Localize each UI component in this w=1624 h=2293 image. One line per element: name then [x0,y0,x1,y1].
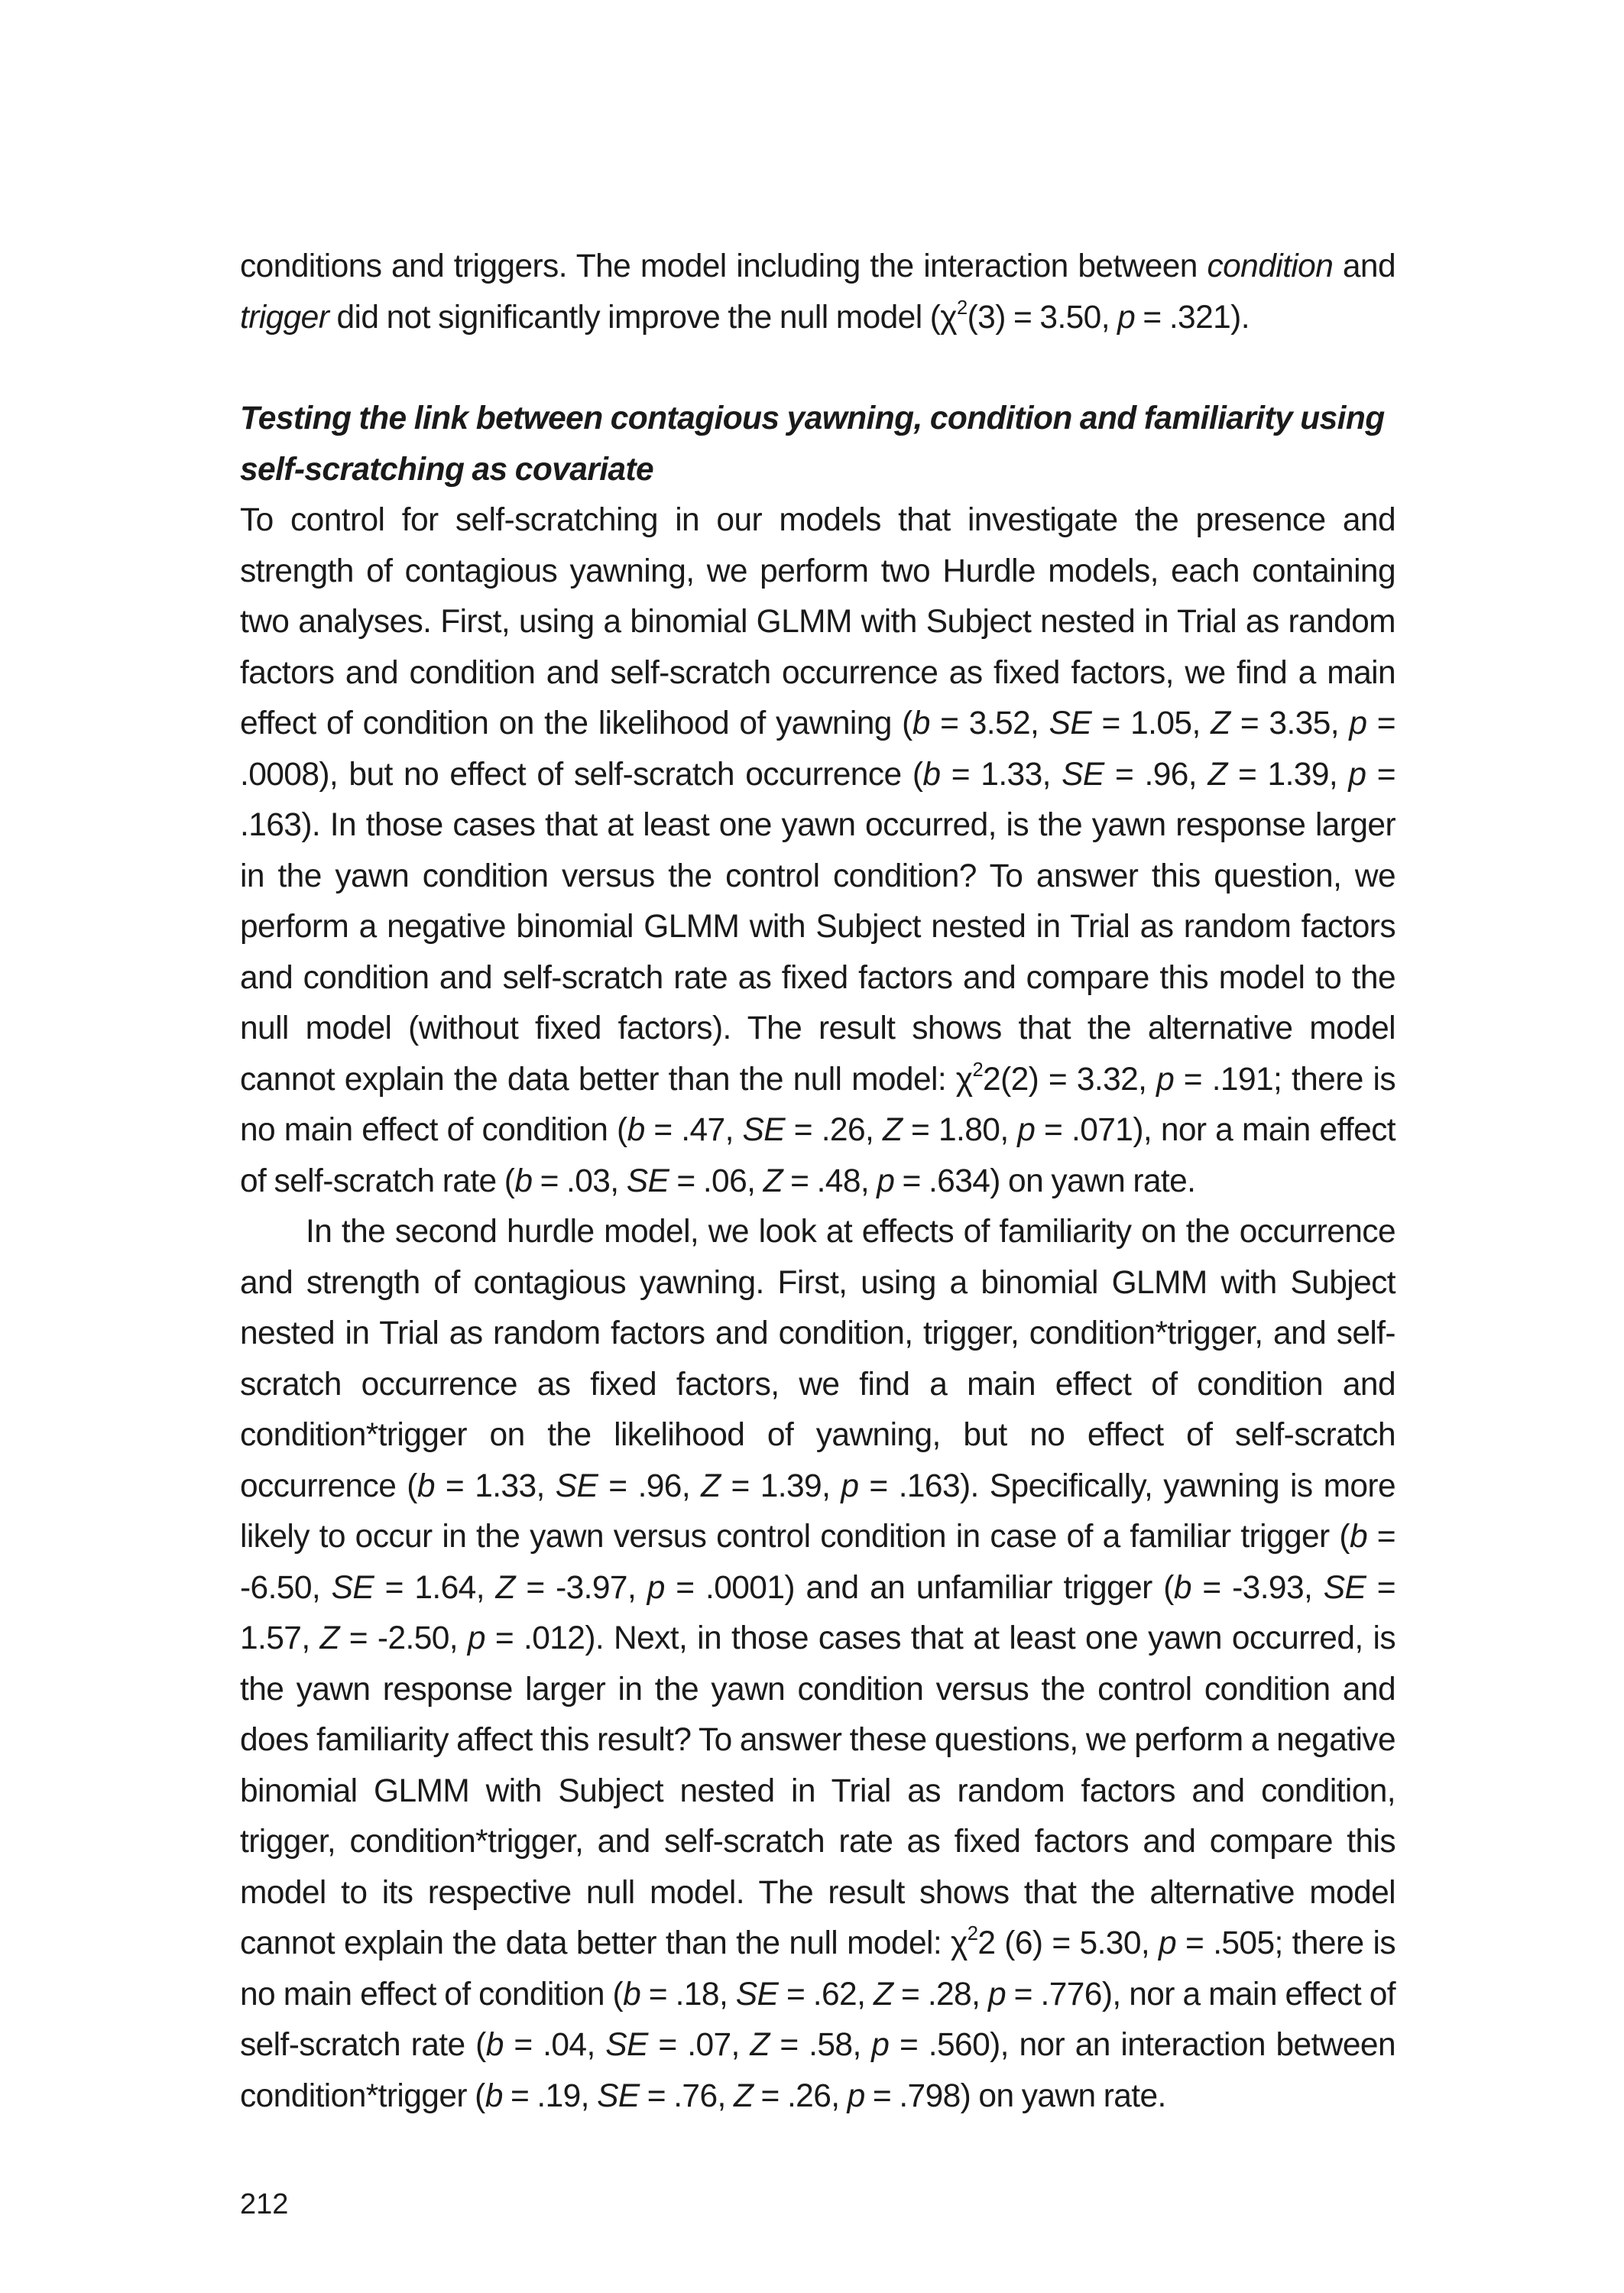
italic-term: Z [495,1569,515,1606]
italic-term: SE [735,1976,779,2012]
italic-term: Z [1211,705,1230,741]
text-run: = -2.50, [339,1620,468,1656]
italic-term: SE [555,1468,598,1504]
italic-term: Z [701,1468,721,1504]
text-run: = .560), nor an interaction between condition*trigger ( [240,2027,1395,2114]
text-run: = .18, [640,1976,736,2012]
italic-term: Z [763,1163,783,1199]
italic-term: SE [626,1163,669,1199]
italic-term: SE [331,1569,374,1606]
italic-term: Z [882,1112,903,1148]
italic-term: p [1117,299,1136,336]
italic-term: b [1173,1569,1191,1606]
text-run: = .634) on yawn rate. [894,1163,1196,1199]
text-run: = -6.50, [240,1519,1395,1606]
italic-term: p [467,1620,485,1656]
italic-term: condition [1207,248,1334,284]
italic-term: b [627,1112,645,1148]
italic-term: SE [742,1112,786,1148]
text-run: = .071), nor a main effect of self-scratch rate ( [240,1112,1395,1199]
text-run: did not significantly improve the null model (χ [329,299,958,336]
italic-term: p [877,1163,895,1199]
text-run: = 1.33, [940,756,1062,793]
italic-term: b [1349,1519,1367,1555]
italic-term: Z [873,1976,893,2012]
text-run: = .012). Next, in those cases that at least one yawn occurred, is the yawn response larger in the yawn condition versus the control condition and does familiarity affect this result? To answer these questions, we perform a negative binomial GLMM with Subject nested in Trial as random factors and condition, trigger, condition*trigger, and self-scratch rate as fixed factors and compare this model to its respective null model. The result shows that the alternative model cannot explain the data better than the null model: χ [240,1620,1396,1961]
italic-term: p [987,1976,1006,2012]
text-run: = .06, [669,1163,763,1199]
italic-term: p [1349,705,1367,741]
text-run: In the second hurdle model, we look at effects of familiarity on the occurrence and strength of contagious yawning. First, using a binomial GLMM with Subject nested in Trial as random factors and condition, trigger, condition*trigger, and self-scratch occurrence as fixed factors, we find a main effect of condition and condition*trigger on the likelihood of yawning, but no effect of self-scratch occurrence ( [240,1214,1395,1504]
text-run: = .191; there is no main effect of condition ( [240,1061,1395,1148]
italic-term: b [417,1468,435,1504]
text-run: = .48, [782,1163,877,1199]
text-run: = 1.39, [720,1468,841,1504]
text-run: = -3.93, [1191,1569,1324,1606]
section-heading: Testing the link between contagious yawning, condition and familiarity using self-scratching as covariate [240,401,1385,488]
text-run: = -3.97, [514,1569,647,1606]
text-run: = .26, [785,1112,883,1148]
italic-term: p [1017,1112,1036,1148]
text-run: and [1333,248,1395,284]
italic-term: b [514,1163,533,1199]
text-run: = .163). Specifically, yawning is more likely to occur in the yawn versus control condition in case of a familiar trigger ( [240,1468,1396,1555]
paragraph-self-scratch-hurdle-1 [240,495,1395,1207]
text-run: = 3.52, [929,705,1049,741]
text-run: = 1.33, [434,1468,556,1504]
superscript: 2 [957,297,968,319]
text-run: = .96, [1104,756,1208,793]
text-run: = 1.05, [1091,705,1211,741]
page-number: 212 [240,2188,289,2220]
text-run: To control for self-scratching in our models that investigate the presence and strength of contagious yawning, we perform two Hurdle models, each containing two analyses. First, using a binomial GLMM with Subject nested in Trial as random factors and condition and self-scratch occurrence as fixed factors, we find a main effect of condition on the likelihood of yawning ( [240,502,1395,741]
text-run: = .19, [502,2077,598,2114]
italic-term: b [623,1976,641,2012]
italic-term: p [1348,756,1366,793]
italic-term: p [847,2077,865,2114]
text-run: 2(2) = 3.32, [983,1061,1157,1098]
text-run: = .0008), but no effect of self-scratch occurrence ( [240,705,1395,793]
text-run: = 3.35, [1230,705,1350,741]
italic-term: Z [1207,756,1227,793]
italic-term: b [485,2077,503,2114]
text-run: = .76, [639,2077,734,2114]
text-run: = .163). In those cases that at least one yawn occurred, is the yawn response larger in the yawn condition versus the control condition? To answer this question, we perform a negative binomial GLMM with Subject nested in Trial as random factors and condition and self-scratch rate as fixed factors and compare this model to the null model (without fixed factors). The result shows that the alternative model cannot explain the data better than the null model: χ [240,756,1395,1098]
italic-term: SE [1062,756,1104,793]
text-run: = .798) on yawn rate. [864,2077,1166,2114]
text-run: = .03, [532,1163,627,1199]
body-text [240,242,1395,2122]
text-run: = .321). [1135,299,1250,336]
italic-term: p [647,1569,665,1606]
italic-term: SE [1323,1569,1366,1606]
text-run: (3) = 3.50, [967,299,1118,336]
text-run: = .62, [778,1976,874,2012]
italic-term: p [1156,1061,1175,1098]
text-run: = .07, [647,2027,750,2063]
text-run: = 1.39, [1227,756,1349,793]
italic-term: Z [319,1620,339,1656]
text-run: = .04, [503,2027,606,2063]
italic-term: b [912,705,930,741]
italic-term: Z [750,2027,770,2063]
text-run: = 1.80, [902,1112,1018,1148]
italic-term: SE [597,2077,640,2114]
italic-term: b [485,2027,504,2063]
italic-term: SE [1049,705,1092,741]
text-run: 2 (6) = 5.30, [977,1925,1159,1961]
paragraph-self-scratch-hurdle-2 [240,1207,1395,2122]
italic-term: trigger [240,299,329,336]
italic-term: p [871,2027,890,2063]
italic-term: p [841,1468,859,1504]
italic-term: b [922,756,941,793]
text-run: = .96, [598,1468,702,1504]
text-run: = .28, [893,1976,988,2012]
text-run: = .26, [753,2077,848,2114]
text-run: conditions and triggers. The model including the interaction between [240,248,1207,284]
text-run: = .505; there is no main effect of condition ( [240,1925,1395,2012]
italic-term: Z [733,2077,754,2114]
text-run: = .0001) and an unfamiliar trigger ( [664,1569,1174,1606]
text-run: = 1.57, [240,1569,1395,1656]
text-run: = 1.64, [374,1569,496,1606]
paragraph-gap [240,343,1395,394]
intro-paragraph [240,242,1395,343]
text-run: = .47, [644,1112,743,1148]
italic-term: p [1159,1925,1177,1961]
superscript: 2 [967,1923,978,1945]
italic-term: SE [605,2027,648,2063]
superscript: 2 [972,1059,984,1081]
text-run: = .776), nor a main effect of self-scratch rate ( [240,1976,1395,2063]
text-run: = .58, [769,2027,872,2063]
